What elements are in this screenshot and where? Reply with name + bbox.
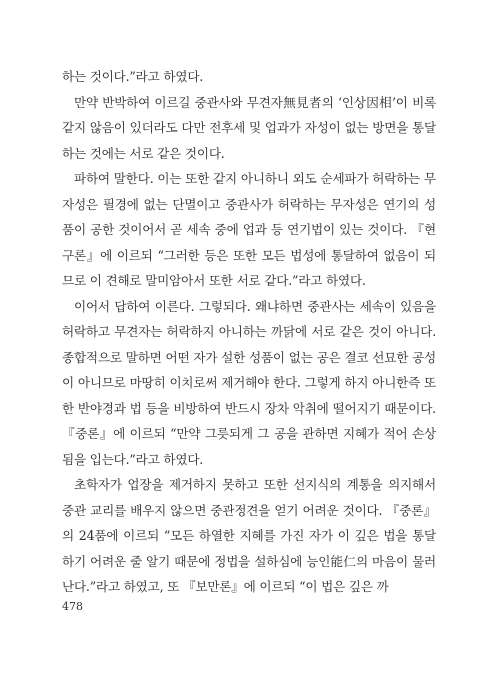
paragraph-2: 만약 반박하여 이르길 중관사와 무견자無見者의 ‘인상因相’이 비록 같지 않음이 있더라도 다만 전후세 및 업과가 자성이 없는 방면을 통달하는 것에는 서로 같은 것이다. <box>62 94 436 161</box>
paragraph-4: 이어서 답하여 이른다. 그렇되다. 왜냐하면 중관사는 세속이 있음을 허락하고 무견자는 허락하지 아니하는 까닭에 서로 같은 것이 아니다. 종합적으로 말하면 어떤 자가 설한 성품이 없는 공은 결코 선묘한 공성이 아니므로 마땅히 이치로써 제거해야 한다. 그렇게 하지 아니한즉 또한 반야경과 법 등을 비방하여 반드시 장차 악취에 떨어지기 때문이다. 『중론』에 이르되 “만약 그릇되게 그 공을 관하면 지혜가 적어 손상됨을 입는다.”라고 하였다. <box>62 298 436 467</box>
paragraph-3: 파하여 말한다. 이는 또한 같지 아니하니 외도 순세파가 허락하는 무자성은 필경에 없는 단멸이고 중관사가 허락하는 무자성은 연기의 성품이 공한 것이어서 곧 세속 중에 업과 등 연기법이 있는 것이다. 『현구론』에 이르되 “그러한 등은 또한 모든 법성에 통달하여 없음이 되므로 이 견해로 말미암아서 또한 서로 같다.”라고 하였다. <box>62 171 436 288</box>
paragraph-5: 초학자가 업장을 제거하지 못하고 또한 선지식의 계통을 의지해서 중관 교리를 배우지 않으면 중관정견을 얻기 어려운 것이다. 『중론』의 24품에 이르되 “모든 하열한 지혜를 가진 자가 이 깊은 법을 통달하기 어려운 줄 알기 때문에 정법을 설하심에 능인能仁의 마음이 물러난다.”라고 하였고, 또 『보만론』에 이르되 “이 법은 깊은 까 <box>62 477 436 594</box>
page-body <box>62 64 436 600</box>
paragraph-1: 하는 것이다.”라고 하였다. <box>62 69 204 84</box>
page-number: 478 <box>62 600 83 613</box>
